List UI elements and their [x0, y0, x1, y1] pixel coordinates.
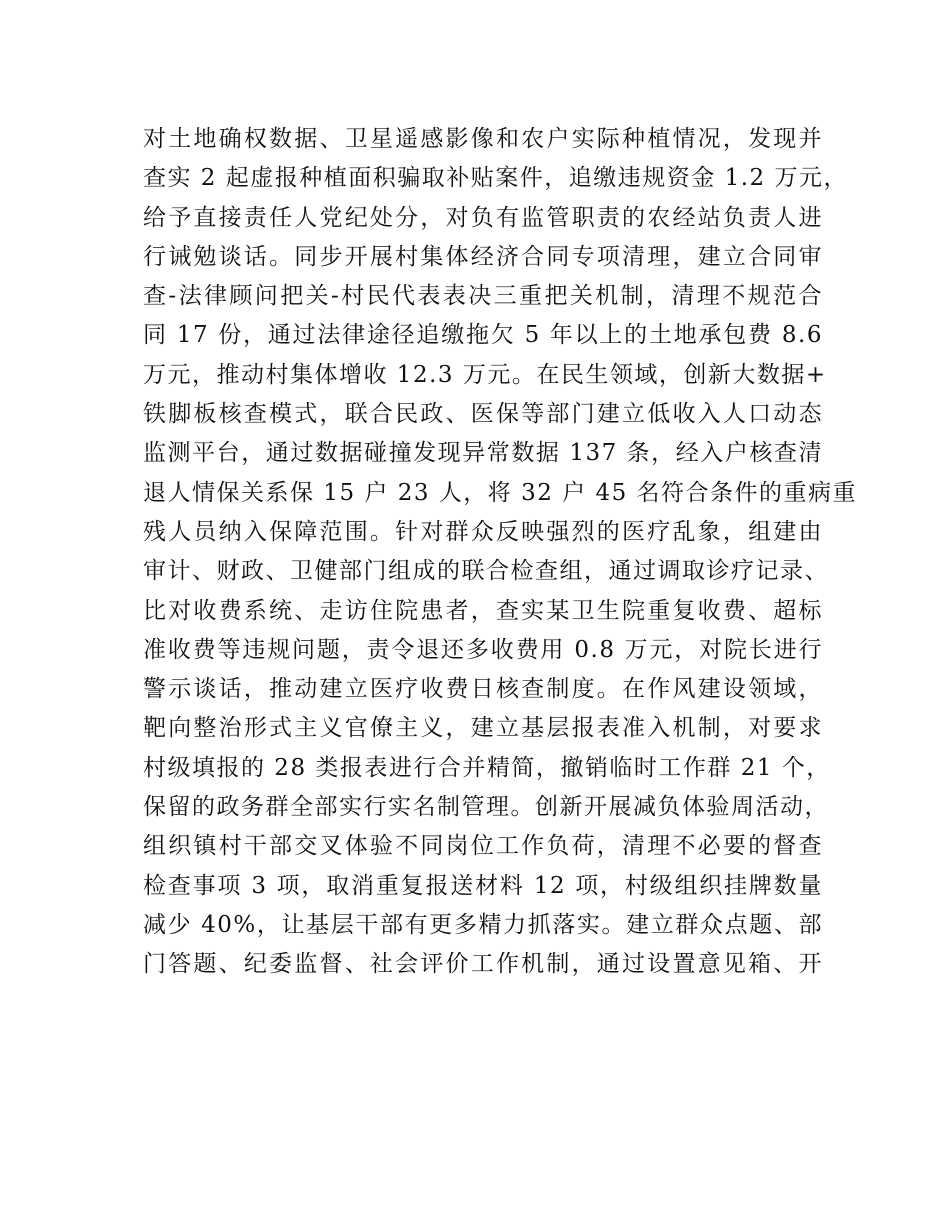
text-line: 保留的政务群全部实行实名制管理。创新开展减负体验周活动， [143, 794, 829, 821]
text-line: 审计、财政、卫健部门组成的联合检查组，通过调取诊疗记录、 [143, 558, 829, 585]
text-line: 残人员纳入保障范围。针对群众反映强烈的医疗乱象，组建由 [143, 518, 823, 545]
text-line: 监测平台，通过数据碰撞发现异常数据 137 条，经入户核查清 [143, 440, 823, 467]
text-line: 查-法律顾问把关-村民代表表决三重把关机制，清理不规范合 [143, 283, 823, 310]
text-line: 检查事项 3 项，取消重复报送材料 12 项，村级组织挂牌数量 [143, 872, 823, 899]
body-paragraph [143, 120, 858, 985]
text-line: 组织镇村干部交叉体验不同岗位工作负荷，清理不必要的督查 [143, 833, 823, 860]
text-line: 万元，推动村集体增收 12.3 万元。在民生领域，创新大数据+ [143, 361, 827, 388]
text-line: 靶向整治形式主义官僚主义，建立基层报表准入机制，对要求 [143, 715, 823, 742]
text-line: 给予直接责任人党纪处分，对负有监管职责的农经站负责人进 [143, 204, 823, 231]
text-line: 同 17 份，通过法律途径追缴拖欠 5 年以上的土地承包费 8.6 [143, 322, 823, 349]
text-line: 对土地确权数据、卫星遥感影像和农户实际种植情况，发现并 [143, 126, 823, 152]
text-line: 减少 40%，让基层干部有更多精力抓落实。建立群众点题、部 [143, 911, 823, 938]
text-line: 警示谈话，推动建立医疗收费日核查制度。在作风建设领域， [143, 676, 823, 703]
text-line: 村级填报的 28 类报表进行合并精简，撤销临时工作群 21 个， [143, 754, 831, 781]
text-line: 准收费等违规问题，责令退还多收费用 0.8 万元，对院长进行 [143, 636, 823, 663]
text-line: 查实 2 起虚报种植面积骗取补贴案件，追缴违规资金 1.2 万元， [143, 165, 848, 192]
text-line: 门答题、纪委监督、社会评价工作机制，通过设置意见箱、开 [143, 951, 823, 978]
text-line: 退人情保关系保 15 户 23 人，将 32 户 45 名符合条件的重病重 [143, 479, 858, 506]
text-line: 行诫勉谈话。同步开展村集体经济合同专项清理，建立合同审 [143, 243, 823, 270]
text-line: 铁脚板核查模式，联合民政、医保等部门建立低收入人口动态 [143, 401, 823, 428]
text-line: 比对收费系统、走访住院患者，查实某卫生院重复收费、超标 [143, 597, 823, 624]
